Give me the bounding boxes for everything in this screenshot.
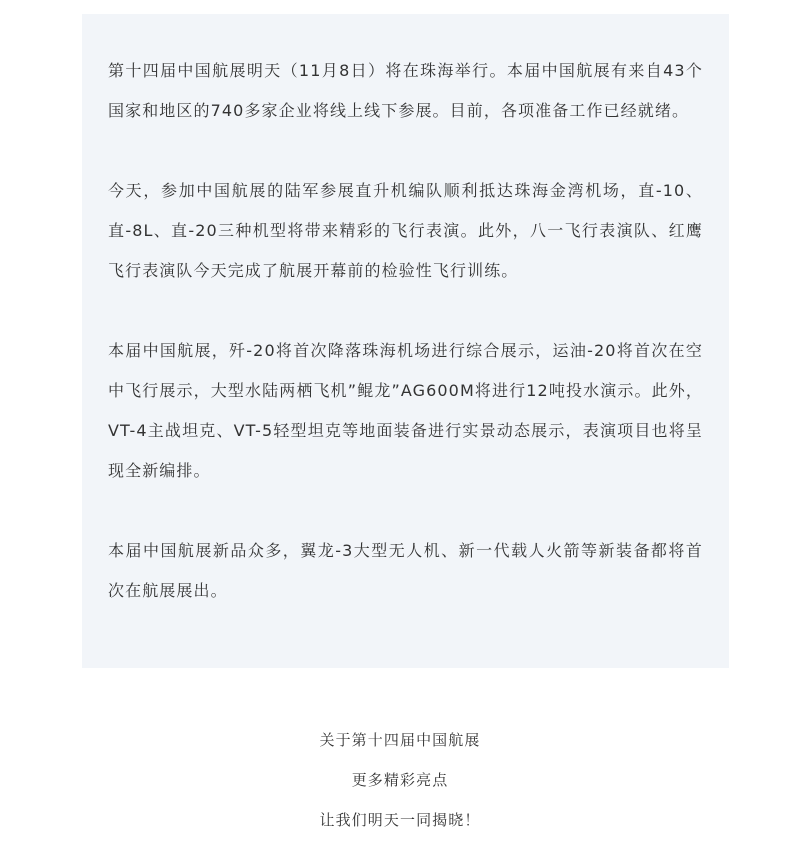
article-paragraph-3: 本届中国航展，歼-20将首次降落珠海机场进行综合展示，运油-20将首次在空中飞行展示，大型水陆两栖飞机”鲲龙”AG600M将进行12吨投水演示。此外，VT-4主战坦克、VT-5轻型坦克等地面装备进行实景动态展示，表演项目也将呈现全新编排。 bbox=[108, 341, 703, 480]
article-paragraph-2: 今天，参加中国航展的陆军参展直升机编队顺利抵达珠海金湾机场，直-10、直-8L、直-20三种机型将带来精彩的飞行表演。此外，八一飞行表演队、红鹰飞行表演队今天完成了航展开幕前的检验性飞行训练。 bbox=[108, 181, 703, 280]
article-paragraph-4: 本届中国航展新品众多，翼龙-3大型无人机、新一代载人火箭等新装备都将首次在航展展出。 bbox=[108, 541, 703, 600]
closing-line-3: 让我们明天一同揭晓！ bbox=[319, 811, 481, 829]
article-box bbox=[82, 14, 729, 668]
closing-line-1: 关于第十四届中国航展 bbox=[319, 731, 481, 749]
article-paragraph-1: 第十四届中国航展明天（11月8日）将在珠海举行。本届中国航展有来自43个国家和地区的740多家企业将线上线下参展。目前，各项准备工作已经就绪。 bbox=[108, 61, 703, 120]
closing-line-2: 更多精彩亮点 bbox=[351, 771, 449, 789]
closing-text bbox=[0, 720, 800, 840]
